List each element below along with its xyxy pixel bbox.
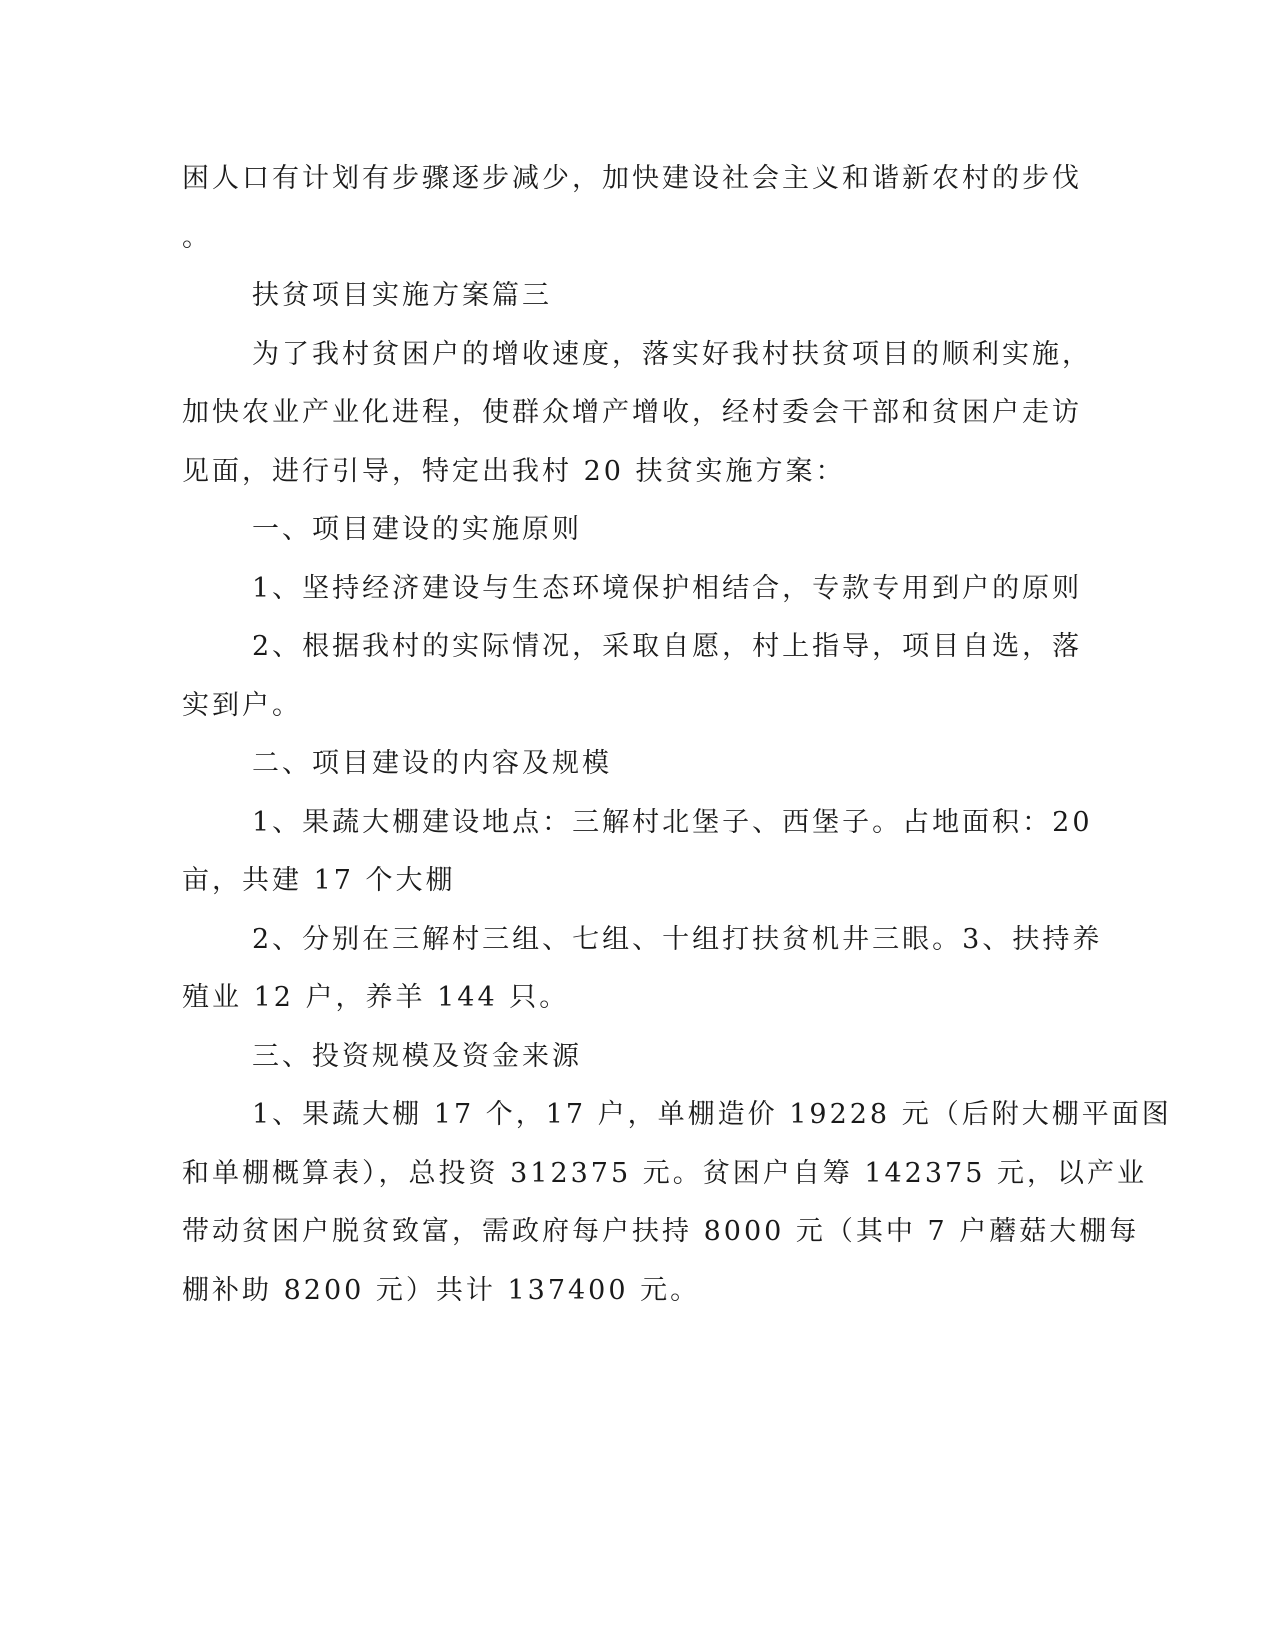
text-line: 亩，共建 17 个大棚	[182, 865, 456, 896]
section-title: 扶贫项目实施方案篇三	[252, 280, 552, 311]
text-line: 1、果蔬大棚建设地点：三解村北堡子、西堡子。占地面积：20	[252, 806, 1093, 838]
text-line: 棚补助 8200 元）共计 137400 元。	[182, 1274, 701, 1306]
text-line: 1、果蔬大棚 17 个，17 户，单棚造价 19228 元（后附大棚平面图	[252, 1099, 1172, 1130]
text-line: 2、根据我村的实际情况，采取自愿，村上指导，项目自选，落	[252, 631, 1083, 662]
section-heading: 一、项目建设的实施原则	[252, 514, 582, 545]
section-heading: 三、投资规模及资金来源	[252, 1040, 582, 1072]
text-line: 带动贫困户脱贫致富，需政府每户扶持 8000 元（其中 7 户蘑菇大棚每	[182, 1216, 1140, 1247]
text-line: 为了我村贫困户的增收速度，落实好我村扶贫项目的顺利实施，	[252, 338, 1092, 370]
text-line: 。	[182, 221, 212, 253]
section-heading: 二、项目建设的内容及规模	[252, 748, 612, 779]
text-line: 见面，进行引导，特定出我村 20 扶贫实施方案：	[182, 455, 846, 487]
text-line: 和单棚概算表），总投资 312375 元。贫困户自筹 142375 元，以产业	[182, 1157, 1147, 1189]
text-line: 实到户。	[182, 689, 302, 721]
text-line: 殖业 12 户，养羊 144 只。	[182, 982, 570, 1013]
text-line: 困人口有计划有步骤逐步减少，加快建设社会主义和谐新农村的步伐	[182, 163, 1082, 194]
text-line: 2、分别在三解村三组、七组、十组打扶贫机井三眼。3、扶持养	[252, 923, 1103, 955]
text-line: 1、坚持经济建设与生态环境保护相结合，专款专用到户的原则	[252, 572, 1083, 604]
document-body	[182, 150, 1172, 1320]
text-line: 加快农业产业化进程，使群众增产增收，经村委会干部和贫困户走访	[182, 397, 1082, 428]
